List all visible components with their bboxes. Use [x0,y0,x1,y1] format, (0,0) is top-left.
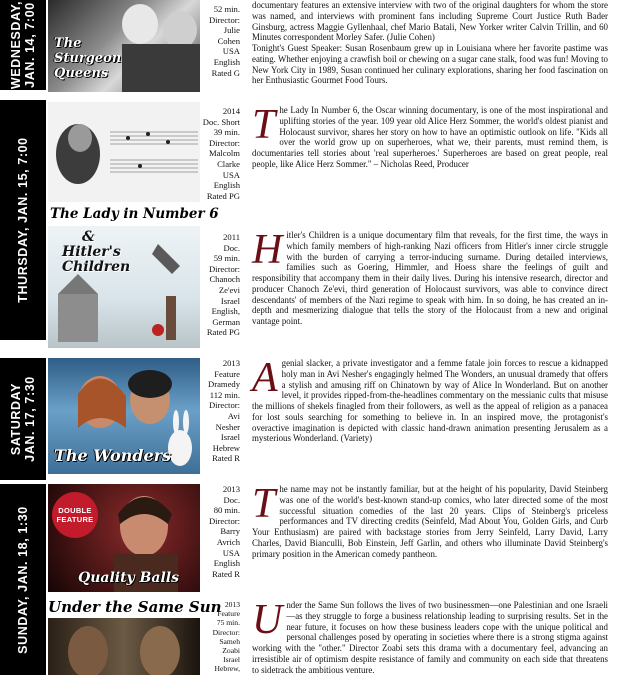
meta-line: Rated R [212,453,240,464]
poster-title-line: Hitler's [62,244,121,260]
film-hitlers-children [46,226,621,350]
date-label [9,376,37,462]
meta-line: Director: [208,400,240,411]
meta-line: Director: [208,263,240,274]
meta-line: 52 min. [213,4,240,14]
film-meta [200,4,240,78]
drop-cap: A [252,355,278,401]
meta-line: 59 min. [213,253,240,264]
meta-line: 2013 [222,484,240,494]
double-feature-badge [52,492,98,538]
poster-sturgeon-queens [48,0,200,92]
badge-line: DOUBLE [58,506,92,515]
meta-line: Avrich [216,536,240,547]
film-under-the-same-sun [46,596,621,675]
poster-title: Under the Same Sun [48,598,222,616]
date-label [16,506,30,654]
film-sturgeon-queens [46,0,621,92]
meta-line: Chanoch [209,274,240,285]
meta-line: Israel [220,432,240,443]
meta-line: Cohen [217,35,240,46]
date-line: THURSDAY, JAN. 15, 7:00 [16,137,30,303]
poster-under-the-same-sun [48,618,200,675]
meta-line: Nesher [215,421,240,432]
meta-line: Doc. [223,242,240,253]
film-description [252,597,608,675]
film-meta [200,232,240,338]
meta-line: Hebrew [212,442,240,453]
date-label [16,137,30,302]
poster-quality-balls [48,484,200,592]
poster-title-line: The [54,36,82,51]
film-lady-in-number-6 [46,102,621,224]
film-meta [200,600,240,674]
meta-line: USA [222,547,240,558]
meta-line: 2014 [222,106,240,116]
meta-line: English [213,180,240,191]
meta-line: USA [222,169,240,180]
meta-line: Ze'evi [218,284,240,295]
meta-line: Rated PG [206,190,240,201]
meta-line: Rated R [212,568,240,579]
poster-lady-in-number-6 [48,102,200,202]
meta-line: 112 min. [209,389,240,400]
badge-line: FEATURE [56,515,94,524]
poster-hitlers-children [48,226,200,348]
date-bar-saturday [0,358,46,480]
date-line: JAN. 17, 7:30 [23,376,37,462]
meta-line: Barry [220,526,240,537]
piano-sheet-icon [48,102,200,202]
film-meta [200,484,240,579]
meta-line: Rated G [211,67,240,78]
poster-title-line: Queens [54,66,109,81]
poster-photo-icon [48,618,200,675]
drop-cap: U [252,597,283,643]
meta-line: Doc. Short [202,116,240,127]
meta-line: USA [222,46,240,57]
poster-the-wonders [48,358,200,474]
meta-line: Malcolm [208,148,240,159]
poster-title-line: Children [62,259,131,275]
poster-title-line: Sturgeon [54,51,122,66]
meta-line: Avi [227,410,240,421]
meta-line: Dramedy [208,379,240,390]
meta-line: Feature [214,368,240,379]
poster-title: Quality Balls [78,570,179,586]
meta-line: Israel [223,655,240,665]
meta-line: Director: [208,14,240,25]
film-description [252,481,608,559]
drop-cap: H [252,227,283,273]
date-line: JAN. 14, 7:00 [23,2,37,88]
meta-line: Director: [208,515,240,526]
meta-line: Doc. [223,494,240,505]
poster-title [54,36,121,81]
meta-line: Julie [223,25,240,36]
date-line: SATURDAY [9,382,23,456]
meta-line: Zoabi [222,646,240,656]
meta-line: Hebrew, [214,664,240,674]
meta-line: 75 min. [216,618,240,628]
date-bar-wednesday [0,0,46,90]
meta-line: German [212,316,240,327]
poster-title: The Lady in Number 6 [50,206,219,222]
drop-cap: T [252,102,276,148]
date-line: SUNDAY, JAN. 18, 1:30 [16,505,30,654]
meta-line: Director: [212,627,240,637]
meta-line: Director: [208,137,240,148]
meta-line: 2013 [222,358,240,368]
meta-line: English [213,56,240,67]
meta-line: 39 min. [213,127,240,138]
film-description [252,355,608,444]
poster-title: The Wonders [54,446,172,465]
meta-line: English [213,558,240,569]
description-paragraph: itler's Children is a unique documentary film that reveals, for the first time, the ways in which family members of high-ranking Nazi officers from Hitler's inner circle struggle with the burden of carrying a terror-inducing surname. During detailed interviews, families such as Goering, Himmler, and Hoess share the feelings of guilt and responsibility that accompany them in their daily lives. During his intensive research, director and producer Chanoch Ze'evi, third generation of Holocaust survivors, was able to convince direct descendants' of members of the Nazi regime to speak with him. In so doing, he has created an in-depth and mesmerizing dialogue that tells the story of the Holocaust from a new and original vantage point. [252,230,608,326]
date-bar-sunday [0,484,46,675]
film-description [252,102,608,170]
description-paragraph: nder the Same Sun follows the lives of two businessmen—one Palestinian and one Israeli—as they struggle to forge a business relationship leading to surprising results. Set in the near future, it focuses on how these business leaders cope with the unique political and personal challenges posed by operating in societies where there is a strong stigma against working with the "other." Director Zoabi sets this drama with a documentary feel, advancing an irresistible air of optimism despite resistance of family and community on each side that threatens to sidetrack the ambitious venture. [252,600,608,675]
meta-line: 2013 [224,600,240,609]
description-paragraph: Tonight's Guest Speaker: Susan Rosenbaum grew up in Louisiana where her favorite pastime was eating. Whether enjoying a crawfish boil or chewing on a sugar cane stalk, food was fun! Moving to New York City in 1989, Susan continued her culinary explorations, sharing her food fascination on her Enthusiastic Gourmet Food Tours. [252,43,608,86]
meta-line: Feature [217,609,240,619]
meta-line: Rated PG [206,327,240,338]
meta-line: English, [211,306,240,317]
description-paragraph: documentary features an extensive interview with two of the original daughters for whom the store was named, and interviews with prominent fans including Supreme Court Justice Ruth Bader Ginsburg, actress Maggie Gyllenhaal, chef Mario Batali, New Yorker writer Calvin Trillin, and 60 Minutes correspondent Morley Safer. (Julie Cohen) [252,0,608,43]
film-quality-balls [46,481,621,594]
meta-line: Israel [220,295,240,306]
date-bar-thursday [0,100,46,340]
description-paragraph: he Lady In Number 6, the Oscar winning documentary, is one of the most inspirational and uplifting stories of the year. 109 year old Alice Herz Sommer, the world's oldest pianist and Holocaust survivor, shares her story on how to have an optimistic outlook on life. "Kids all over the world grow up on superheroes, what we, their parents, must remind them, is documentaries tell stories about 'real superheroes.' Superheroes are based on great people, real people, like Alice Herz Sommer." – Nicholas Reed, Producer [252,105,608,169]
drop-cap: T [252,481,276,527]
film-meta [200,358,240,464]
meta-line: Sameh [219,636,240,646]
meta-line: Clarke [217,158,240,169]
description-paragraph: he name may not be instantly familiar, but at the height of his popularity, David Steinberg was one of the world's best-known stand-up comics, who later directed some of the most successful situation comedies of the last 20 years. Clips of Steinberg's priceless performances and TV directing credits (Seinfeld, Mad About You, Golden Girls, and Curb Your Enthusiasm) are paired with backstage stories from Jerry Seinfeld, Larry David, Larry Charles, David Bianculli, Bob Einstein, Jeff Garlin, and others who illuminate David Steinberg's primary position in the American comedy pantheon. [252,484,608,559]
film-description [252,0,608,86]
poster-title-line: & [82,229,95,245]
film-the-wonders [46,355,621,476]
meta-line: 2011 [223,232,240,242]
date-label [9,1,37,89]
poster-title [62,230,130,275]
date-line: WEDNESDAY, [9,0,23,90]
description-paragraph: genial slacker, a private investigator and a femme fatale join forces to rescue a kidnapped holy man in Avi Nesher's engagingly helmed The Wonders, an unusual dramedy that offers a stylish and amusing riff on Chinatown by way of Alice In Wonderland. But on another level, it provides ripped-from-the-headlines commentary on the messianic cults that misuse the millions of shekels finagled from their followers, as well as the appeal of religion as a panacea for lost souls searching for something to believe in. In an inspired move, the protagonist's overactive imagination is depicted with classic hand-drawn animation presenting Jerusalem as a mysterious Wonderland. (Variety) [252,358,608,444]
meta-line: 80 min. [213,505,240,516]
film-description [252,227,608,327]
film-meta [200,106,240,201]
